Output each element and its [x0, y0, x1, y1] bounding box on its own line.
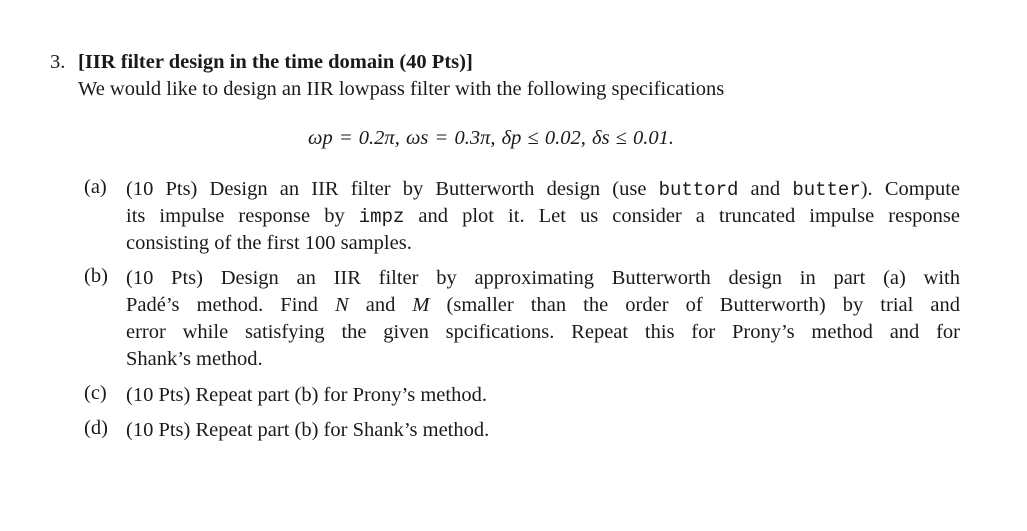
text-segment: (10 Pts) Repeat part (b) for Prony’s method.	[126, 384, 487, 406]
problem-title: [IIR filter design in the time domain (40 Pts)]	[78, 51, 473, 73]
text-line	[126, 265, 960, 292]
text-line	[126, 382, 960, 409]
text-line	[126, 230, 960, 257]
text-line	[126, 319, 960, 346]
math-variable: N	[334, 294, 349, 316]
code-function-name: butter	[792, 179, 861, 201]
text-segment: its impulse response by	[126, 205, 359, 227]
text-line	[126, 176, 960, 203]
text-segment: (smaller than the order of Butterworth) by trial and	[429, 294, 960, 316]
code-function-name: impz	[358, 206, 405, 228]
text-segment: (10 Pts) Repeat part (b) for Shank’s method.	[126, 419, 490, 441]
text-line	[126, 292, 960, 319]
text-segment: error while satisfying the given spcifications. Repeat this for Prony’s method and for	[126, 321, 960, 343]
code-function-name: buttord	[658, 179, 739, 201]
text-segment: and plot it. Let us consider a truncated impulse response	[404, 205, 960, 227]
math-variable: M	[412, 294, 430, 316]
subproblem-label: (c)	[84, 382, 107, 404]
subproblem-label: (b)	[84, 265, 108, 287]
text-line	[126, 346, 960, 373]
text-segment: (10 Pts) Design an IIR filter by Butterworth design (use	[126, 178, 659, 200]
subproblem-text	[126, 417, 960, 444]
text-segment: and	[348, 294, 413, 316]
problem-number: 3.	[50, 51, 66, 73]
subproblem-text	[126, 176, 960, 257]
subproblem-text	[126, 265, 960, 373]
text-segment: and	[738, 178, 793, 200]
text-segment: Padé’s method. Find	[126, 294, 335, 316]
subproblem-label: (a)	[84, 176, 107, 198]
subproblem-label: (d)	[84, 417, 108, 439]
problem-intro: We would like to design an IIR lowpass filter with the following specifications	[78, 78, 725, 100]
text-line	[126, 203, 960, 230]
text-segment: Shank’s method.	[126, 348, 263, 370]
subproblem-text	[126, 382, 960, 409]
text-line	[126, 417, 960, 444]
specification-equation: ωp = 0.2π, ωs = 0.3π, δp ≤ 0.02, δs ≤ 0.01.	[308, 127, 675, 149]
text-segment: consisting of the first 100 samples.	[126, 232, 412, 254]
text-segment: (10 Pts) Design an IIR filter by approximating Butterworth design in part (a) with	[126, 267, 960, 289]
text-segment: ). Compute	[860, 178, 960, 200]
